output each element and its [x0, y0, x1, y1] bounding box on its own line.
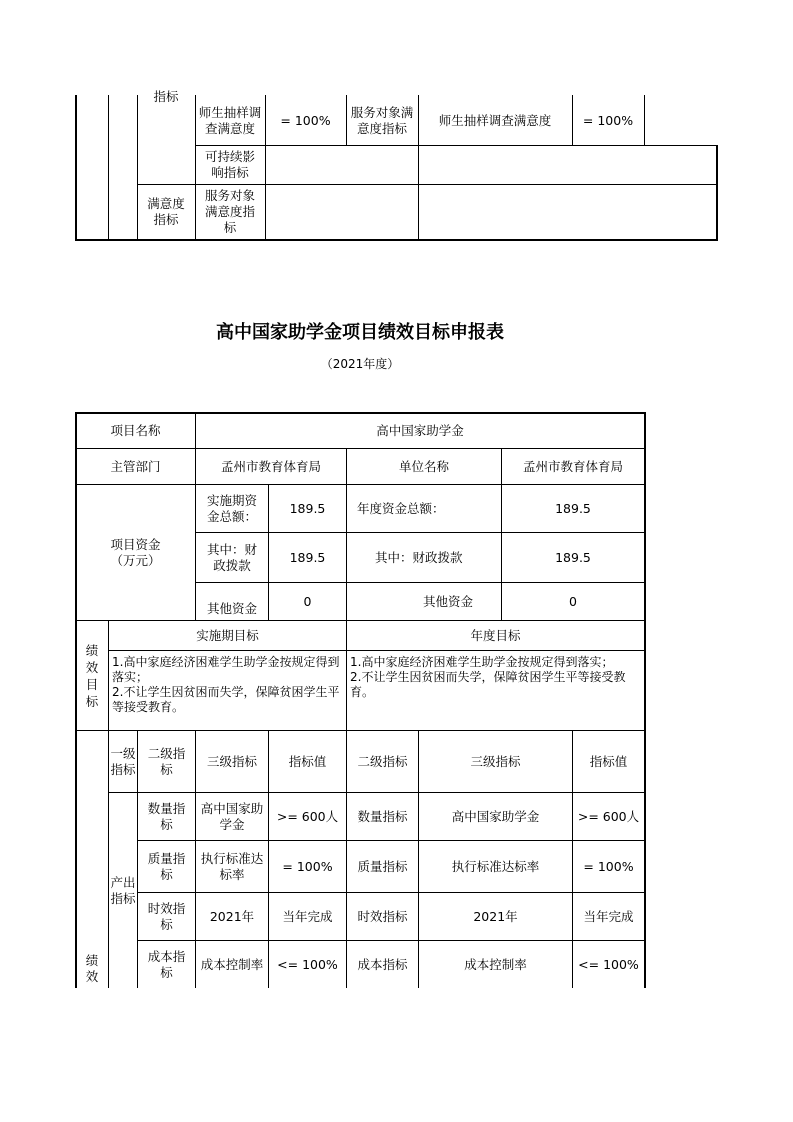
indicator-level3: 2021年 — [209, 908, 255, 924]
indicator-annual-level2: 数量指标 — [357, 808, 408, 824]
output-indicator-label: 产出指标 — [110, 874, 136, 906]
indicator-annual-level3: 高中国家助学金 — [451, 808, 540, 824]
dept-label: 主管部门 — [110, 458, 161, 474]
grid-line — [195, 145, 718, 146]
indicator-level3: 成本控制率 — [200, 956, 264, 972]
indicator-annual-level2: 成本指标 — [357, 956, 408, 972]
other-funds-value: 0 — [303, 593, 312, 609]
grid-line — [75, 95, 77, 241]
indicator-level2: 成本指标 — [147, 948, 186, 980]
annual-total-label: 年度资金总额： — [357, 500, 445, 516]
fiscal-funds-label: 其中：财政拨款 — [206, 541, 257, 573]
satisfaction-level1-label: 满意度指标 — [147, 196, 185, 227]
annual-goal-header: 年度目标 — [470, 627, 521, 643]
indicator-value: 当年完成 — [282, 908, 333, 924]
grid-line — [644, 412, 646, 988]
goal-label: 绩效目标 — [85, 642, 99, 709]
grid-line — [644, 95, 645, 145]
indicator-level3: 师生抽样调查满意度 — [198, 105, 262, 136]
form-title: 高中国家助学金项目绩效目标申报表 — [216, 322, 504, 343]
grid-line — [108, 95, 109, 241]
annual-fiscal-label: 其中：财政拨款 — [375, 549, 463, 565]
form-subtitle: （2021年度） — [320, 357, 400, 371]
grid-line — [75, 239, 718, 241]
indicator-value: = 100% — [280, 113, 331, 128]
other-funds-label: 其他资金 — [206, 601, 257, 616]
indicator-level3: 高中国家助学金 — [200, 800, 264, 832]
header-level1: 一级指标 — [110, 745, 136, 777]
annual-other-label: 其他资金 — [422, 593, 473, 609]
indicator-level2: 质量指标 — [147, 850, 186, 882]
header-value: 指标值 — [288, 753, 327, 769]
header-annual-level2: 二级指标 — [357, 753, 408, 769]
annual-total-value: 189.5 — [555, 500, 591, 516]
indicator-value-annual: = 100% — [582, 113, 634, 128]
indicator-annual-value: <= 100% — [578, 956, 639, 972]
annual-other-value: 0 — [569, 593, 577, 609]
project-name-label: 项目名称 — [110, 422, 161, 438]
indicator-annual-value: = 100% — [583, 858, 634, 874]
indicator-annual-level3: 2021年 — [473, 908, 518, 924]
level1-partial-label: 指标 — [153, 89, 179, 104]
total-funds-label: 实施期资金总额： — [206, 492, 257, 524]
indicator-value: <= 100% — [277, 956, 338, 972]
indicator-level2: 数量指标 — [147, 800, 186, 832]
indicator-level3: 执行标准达标率 — [200, 850, 264, 882]
indicator-annual-value: 当年完成 — [583, 908, 634, 924]
grid-line — [716, 145, 718, 241]
indicator-value: >= 600人 — [276, 808, 339, 824]
sustainability-label: 可持续影响指标 — [204, 149, 255, 180]
annual-goal-text: 1.高中家庭经济困难学生助学金按规定得到落实； 2.不让学生因贫困而失学，保障贫困学生平等接受教育。 — [350, 655, 626, 699]
grid-line — [108, 650, 645, 651]
indicator-annual-level2: 质量指标 — [357, 858, 408, 874]
indicator-level3-annual: 师生抽样调查满意度 — [438, 113, 552, 128]
header-annual-level3: 三级指标 — [470, 753, 521, 769]
header-annual-value: 指标值 — [589, 753, 628, 769]
header-level2: 二级指标 — [147, 745, 186, 777]
period-goal-text: 1.高中家庭经济困难学生助学金按规定得到落实； 2.不让学生因贫困而失学，保障贫困学生平等接受教育。 — [112, 655, 340, 714]
indicator-annual-level2: 时效指标 — [357, 908, 408, 924]
indicator-value: = 100% — [282, 858, 333, 874]
service-satisfaction-label: 服务对象满意度指标 — [204, 188, 255, 235]
indicator-annual-value: >= 600人 — [577, 808, 640, 824]
period-goal-header: 实施期目标 — [196, 627, 259, 643]
perf-label-partial: 绩效 — [85, 953, 99, 984]
total-funds-value: 189.5 — [289, 500, 326, 516]
dept-value: 孟州市教育体育局 — [220, 458, 321, 474]
indicator-level2: 时效指标 — [147, 900, 186, 932]
annual-fiscal-value: 189.5 — [555, 549, 591, 565]
indicator-annual-level3: 执行标准达标率 — [451, 858, 540, 874]
header-level3: 三级指标 — [206, 753, 257, 769]
indicator-annual-level3: 成本控制率 — [464, 956, 527, 972]
fiscal-funds-value: 189.5 — [289, 549, 326, 565]
unit-value: 孟州市教育体育局 — [522, 458, 623, 474]
project-name-value: 高中国家助学金 — [376, 422, 464, 438]
indicator-level2: 服务对象满意度指标 — [350, 105, 414, 136]
funds-label: 项目资金 （万元） — [110, 536, 161, 568]
unit-label: 单位名称 — [398, 458, 449, 474]
